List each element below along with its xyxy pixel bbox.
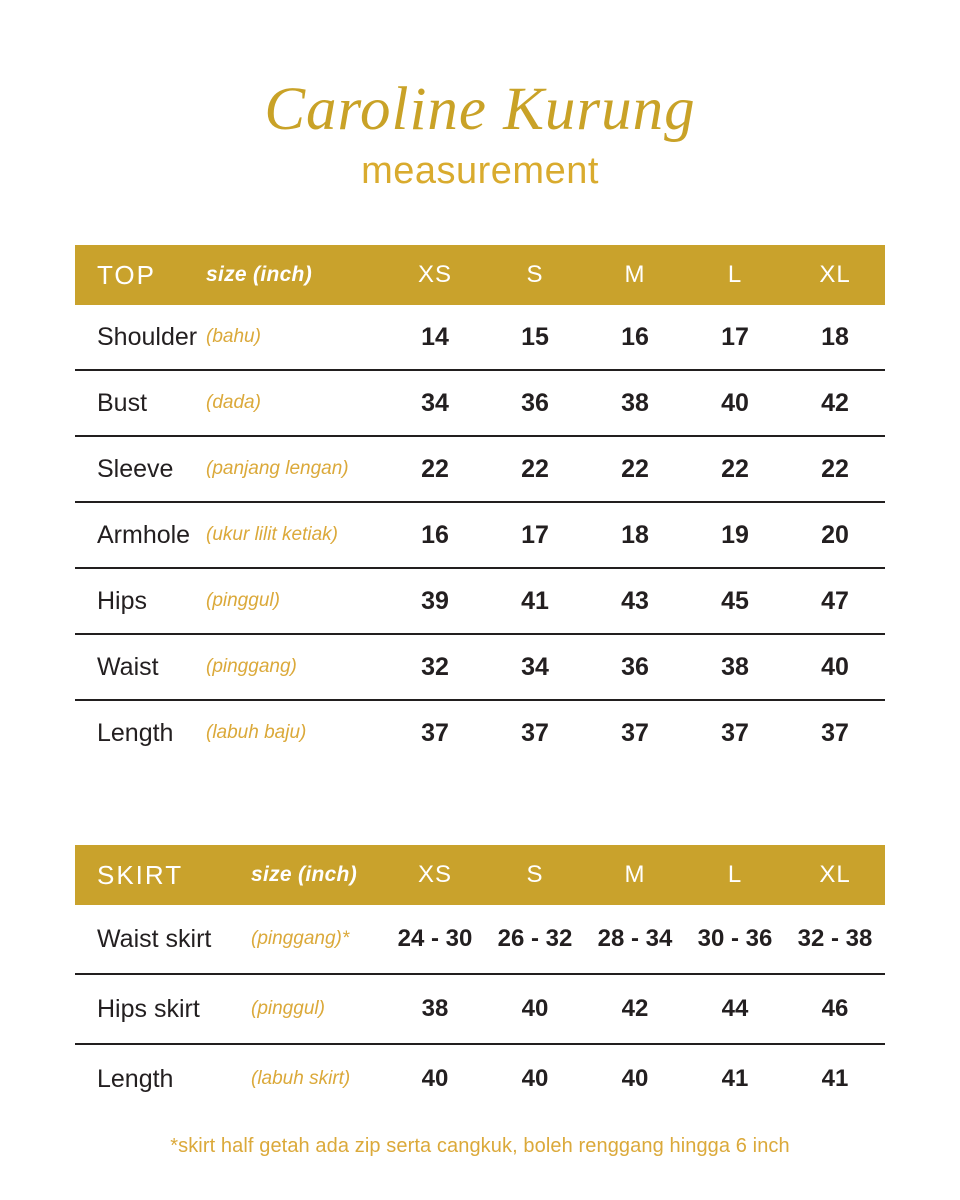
table-row <box>75 370 885 436</box>
top-measurement-table-wrap <box>75 245 885 765</box>
row-label: Length <box>97 1064 174 1093</box>
row-value-s: 22 <box>485 436 585 502</box>
row-value-xl: 37 <box>821 718 849 747</box>
row-value-s: 40 <box>521 1065 549 1093</box>
skirt-size-xs: XS <box>385 845 485 905</box>
row-value-s: 37 <box>521 718 549 747</box>
row-translation: (bahu) <box>205 305 385 370</box>
page-title: Caroline Kurung <box>264 76 696 143</box>
skirt-size-l: L <box>685 845 785 905</box>
table-row <box>75 436 885 502</box>
row-value-l: 45 <box>685 568 785 634</box>
row-value-m: 22 <box>585 436 685 502</box>
row-value-m: 40 <box>621 1065 649 1093</box>
row-value-l: 22 <box>685 436 785 502</box>
top-size-s: S <box>485 245 585 305</box>
top-measurement-table <box>75 245 885 765</box>
row-value-xs: 40 <box>421 1065 449 1093</box>
table-row <box>75 700 885 765</box>
footnote: *skirt half getah ada zip serta cangkuk, boleh renggang hingga 6 inch <box>170 1135 790 1158</box>
row-value-m: 36 <box>585 634 685 700</box>
row-label: Sleeve <box>75 436 205 502</box>
skirt-size-m: M <box>585 845 685 905</box>
row-label: Armhole <box>75 502 205 568</box>
top-header-row <box>75 245 885 305</box>
row-value-l: 19 <box>685 502 785 568</box>
skirt-header-row <box>75 845 885 905</box>
row-translation: (ukur lilit ketiak) <box>205 502 385 568</box>
row-value-l: 44 <box>685 974 785 1044</box>
skirt-section-label: SKIRT <box>75 845 250 905</box>
skirt-size-s: S <box>485 845 585 905</box>
row-translation: (pinggul) <box>205 568 385 634</box>
row-value-xl: 47 <box>785 568 885 634</box>
row-value-m: 16 <box>585 305 685 370</box>
top-size-m: M <box>585 245 685 305</box>
row-label: Bust <box>75 370 205 436</box>
row-translation: (dada) <box>205 370 385 436</box>
table-row <box>75 905 885 974</box>
row-label: Shoulder <box>75 305 205 370</box>
row-translation: (pinggang) <box>205 634 385 700</box>
top-table-body <box>75 305 885 765</box>
row-value-xl: 41 <box>821 1065 849 1093</box>
skirt-table-head <box>75 845 885 905</box>
row-value-xs: 39 <box>385 568 485 634</box>
row-value-xl: 32 - 38 <box>785 905 885 974</box>
row-label: Hips skirt <box>75 974 250 1044</box>
row-value-m: 28 - 34 <box>585 905 685 974</box>
row-translation: (labuh skirt) <box>251 1068 351 1090</box>
row-value-m: 42 <box>585 974 685 1044</box>
row-value-l: 38 <box>685 634 785 700</box>
row-value-m: 37 <box>621 718 649 747</box>
row-translation: (labuh baju) <box>206 722 307 744</box>
row-translation: (pinggul) <box>250 974 385 1044</box>
row-label: Hips <box>75 568 205 634</box>
row-value-xs: 34 <box>385 370 485 436</box>
table-row <box>75 1044 885 1113</box>
row-value-m: 18 <box>585 502 685 568</box>
top-size-l: L <box>685 245 785 305</box>
row-value-l: 17 <box>685 305 785 370</box>
row-translation: (pinggang)* <box>250 905 385 974</box>
row-value-l: 37 <box>721 718 749 747</box>
skirt-measurement-table-wrap <box>75 845 885 1158</box>
table-row <box>75 634 885 700</box>
row-value-s: 41 <box>485 568 585 634</box>
row-value-xl: 40 <box>785 634 885 700</box>
top-section-label: TOP <box>75 245 205 305</box>
row-value-s: 17 <box>485 502 585 568</box>
row-value-xl: 46 <box>785 974 885 1044</box>
row-label: Length <box>97 718 174 747</box>
top-size-xs: XS <box>385 245 485 305</box>
top-table-head <box>75 245 885 305</box>
table-row <box>75 502 885 568</box>
top-size-xl: XL <box>785 245 885 305</box>
row-value-xs: 37 <box>421 718 449 747</box>
row-label: Waist skirt <box>75 905 250 974</box>
row-value-xl: 22 <box>785 436 885 502</box>
skirt-unit-label: size (inch) <box>250 845 385 905</box>
row-value-m: 38 <box>585 370 685 436</box>
skirt-table-body <box>75 905 885 1113</box>
title-block <box>0 0 960 193</box>
row-value-m: 43 <box>585 568 685 634</box>
top-unit-label: size (inch) <box>205 245 385 305</box>
row-value-xs: 24 - 30 <box>385 905 485 974</box>
skirt-size-xl: XL <box>785 845 885 905</box>
table-row <box>75 974 885 1044</box>
row-value-s: 36 <box>485 370 585 436</box>
row-value-xs: 16 <box>385 502 485 568</box>
row-value-l: 40 <box>685 370 785 436</box>
row-value-l: 30 - 36 <box>685 905 785 974</box>
row-label: Waist <box>75 634 205 700</box>
table-row <box>75 568 885 634</box>
row-value-l: 41 <box>721 1065 749 1093</box>
row-value-xl: 42 <box>785 370 885 436</box>
row-value-s: 40 <box>485 974 585 1044</box>
row-value-s: 26 - 32 <box>485 905 585 974</box>
row-value-xs: 32 <box>385 634 485 700</box>
table-row <box>75 305 885 370</box>
row-value-xl: 18 <box>785 305 885 370</box>
row-translation: (panjang lengan) <box>205 436 385 502</box>
row-value-s: 15 <box>485 305 585 370</box>
row-value-xs: 14 <box>385 305 485 370</box>
page-subtitle: measurement <box>361 150 599 193</box>
row-value-xl: 20 <box>785 502 885 568</box>
row-value-xs: 38 <box>385 974 485 1044</box>
row-value-xs: 22 <box>385 436 485 502</box>
skirt-measurement-table <box>75 845 885 1113</box>
row-value-s: 34 <box>485 634 585 700</box>
